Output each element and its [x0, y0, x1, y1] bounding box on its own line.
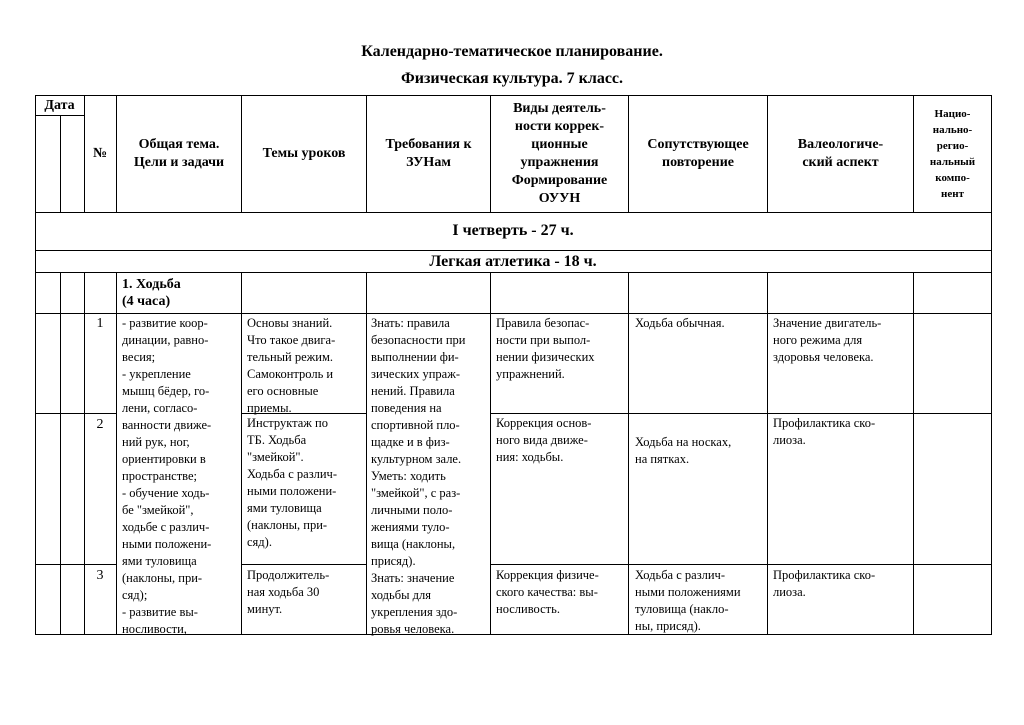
header-valeology: Валеологиче- ский аспект [797, 137, 884, 170]
header-related: Сопутствующее повторение [647, 137, 749, 170]
related-text: Ходьба с различ- ными положениями туловища (накло- ны, присяд). [635, 568, 741, 633]
lesson-text: Основы знаний. Что такое двига- тельный режим. Самоконтроль и его основные приемы. [247, 316, 336, 415]
related-text: Ходьба на носках, на пятках. [635, 435, 732, 466]
subtopic-title: 1. Ходьба (4 часа) [122, 277, 181, 309]
activity-text: Коррекция основ- ного вида движе- ния: ходьбы. [496, 416, 592, 464]
header-number: № [92, 146, 108, 161]
requirements-text: Знать: правила безопасности при выполнении фи- зических упраж- нений. Правила поведения на спортивной пло- щадке и в физ- культурном зале. Уметь: ходить "змейкой", с раз- личными поло- жениями туло- вища (наклоны, присяд). Знать: значение ходьбы для укрепления здо- ровья человека. [371, 316, 466, 636]
header-activities: Виды деятель- ности коррек- ционные упражнения Формирование ОУУН [511, 101, 608, 206]
row-number: 3 [96, 568, 104, 583]
lesson-text: Инструктаж по ТБ. Ходьба "змейкой". Ходьба с различ- ными положени- ями туловища (наклоны, при- сяд). [247, 416, 338, 549]
header-topic: Общая тема. Цели и задачи [133, 137, 225, 170]
header-date: Дата [44, 97, 75, 113]
document-title: Календарно-тематическое планирование. [361, 43, 663, 60]
header-lessons: Темы уроков [262, 146, 346, 161]
activity-text: Коррекция физиче- ского качества: вы- носливость. [496, 568, 599, 616]
header-regional: Нацио- нально- регио- нальный компо- нент [929, 108, 976, 200]
valeology-text: Профилактика ско- лиоза. [773, 568, 876, 599]
activity-text: Правила безопас- ности при выпол- нении физических упражнений. [496, 316, 595, 381]
header-requirements: Требования к ЗУНам [385, 137, 472, 170]
section-row: Легкая атлетика - 18 ч. [429, 253, 597, 270]
row-number: 2 [96, 417, 104, 432]
valeology-text: Значение двигатель- ного режима для здоровья человека. [773, 316, 882, 364]
lesson-text: Продолжитель- ная ходьба 30 минут. [247, 568, 330, 616]
quarter-row: I четверть - 27 ч. [452, 222, 574, 239]
goals-text: - развитие коор- динации, равно- весия; - укрепление мышц бёдер, го- лени, согласо- ванности движе- ний рук, ног, ориентировки в пространстве; - обучение ходь- бе "змейкой", ходьбе с различ- ными положени- ями туловища (наклоны, при- сяд); - развитие вы- носливости, [122, 316, 212, 636]
document-subtitle: Физическая культура. 7 класс. [400, 70, 624, 87]
valeology-text: Профилактика ско- лиоза. [773, 416, 876, 447]
row-number: 1 [96, 316, 104, 331]
related-text: Ходьба обычная. [635, 316, 725, 330]
